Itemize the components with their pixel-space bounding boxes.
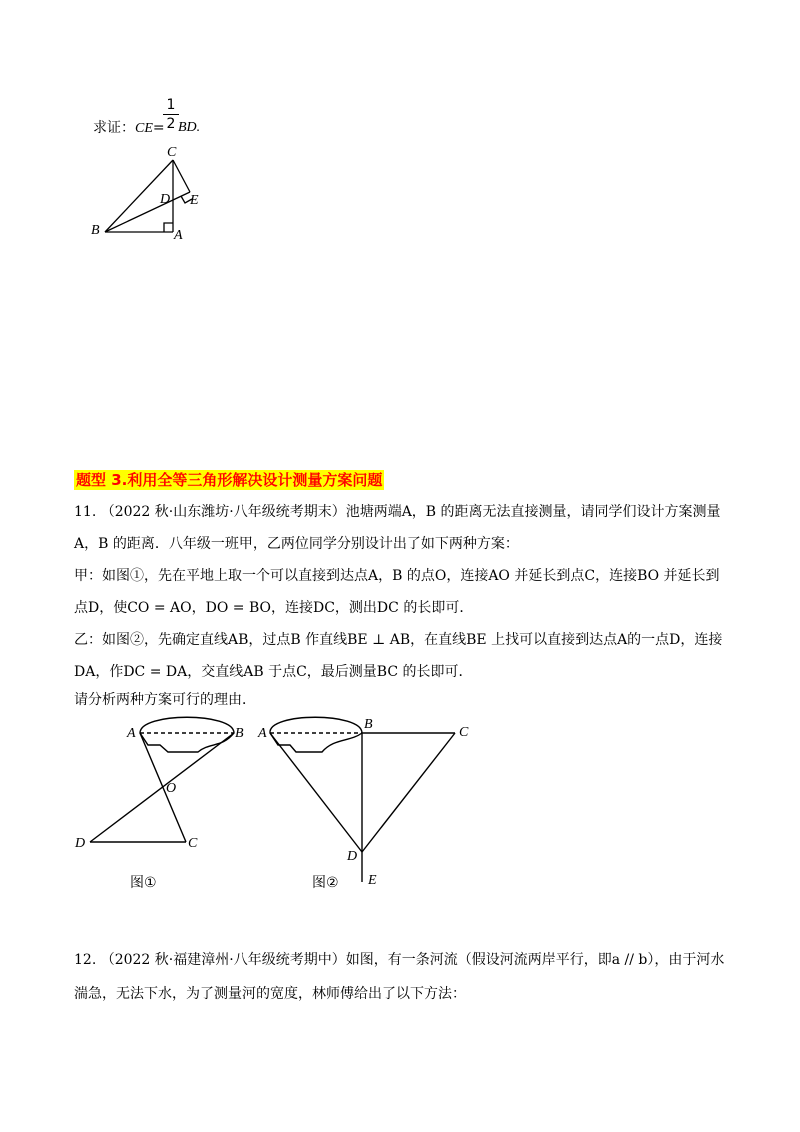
- fig1-label-d: D: [75, 836, 86, 851]
- fig1-label-b: B: [235, 726, 244, 741]
- label-e: E: [190, 193, 199, 208]
- section-title: 题型 3.利用全等三角形解决设计测量方案问题: [76, 471, 383, 489]
- label-b: B: [91, 223, 100, 238]
- label-c: C: [167, 145, 177, 160]
- q11-line-3: 甲：如图①，先在平地上取一个可以直接到达点A，B 的点O，连接AO 并延长到点C，连接BO 并延长到: [74, 568, 720, 584]
- q11-line-5: 乙：如图②，先确定直线AB，过点B 作直线BE ⊥ AB，在直线BE 上找可以直接到达点A的一点D，连接: [74, 632, 723, 648]
- fig2-label-e: E: [368, 873, 377, 888]
- proof-lhs: CE: [135, 121, 153, 136]
- fraction-denominator: 2: [166, 116, 176, 132]
- proof-eq: =: [152, 120, 165, 136]
- fig2-label-b: B: [364, 717, 373, 732]
- q11-line-1: 11. （2022 秋·山东潍坊·八年级统考期末）池塘两端A，B 的距离无法直接测量，请同学们设计方案测量: [74, 504, 721, 520]
- q12-line-2: 湍急，无法下水，为了测量河的宽度，林师傅给出了以下方法：: [74, 986, 466, 1002]
- segment-cd-2: [362, 733, 455, 852]
- label-d: D: [160, 192, 171, 207]
- fig1-label-a: A: [127, 726, 136, 741]
- q11-line-4: 点D，使CO = AO，DO = BO，连接DC，测出DC 的长即可．: [74, 600, 474, 616]
- q11-line-2: A，B 的距离．八年级一班甲，乙两位同学分别设计出了如下两种方案：: [74, 536, 519, 552]
- fig1-caption: 图①: [130, 875, 157, 891]
- fig1-label-o: O: [166, 781, 177, 796]
- segment-ad-2: [270, 733, 362, 852]
- q11-line-7: 请分析两种方案可行的理由．: [74, 692, 256, 708]
- proof-rhs: BD.: [178, 120, 201, 135]
- fig2-caption: 图②: [312, 875, 339, 891]
- pond-2: [270, 717, 362, 752]
- fig2-label-c: C: [459, 725, 469, 740]
- fraction-numerator: 1: [166, 97, 176, 113]
- label-a: A: [174, 228, 183, 243]
- fig1-label-c: C: [188, 836, 198, 851]
- fig2-label-d: D: [347, 849, 358, 864]
- proof-label: 求证：: [93, 120, 135, 136]
- q12-line-1: 12. （2022 秋·福建漳州·八年级统考期中）如图，有一条河流（假设河流两岸平行，即a // b），由于河水: [74, 952, 725, 968]
- q11-line-6: DA，作DC = DA，交直线AB 于点C，最后测量BC 的长即可．: [74, 664, 473, 680]
- fig2-label-a: A: [258, 726, 267, 741]
